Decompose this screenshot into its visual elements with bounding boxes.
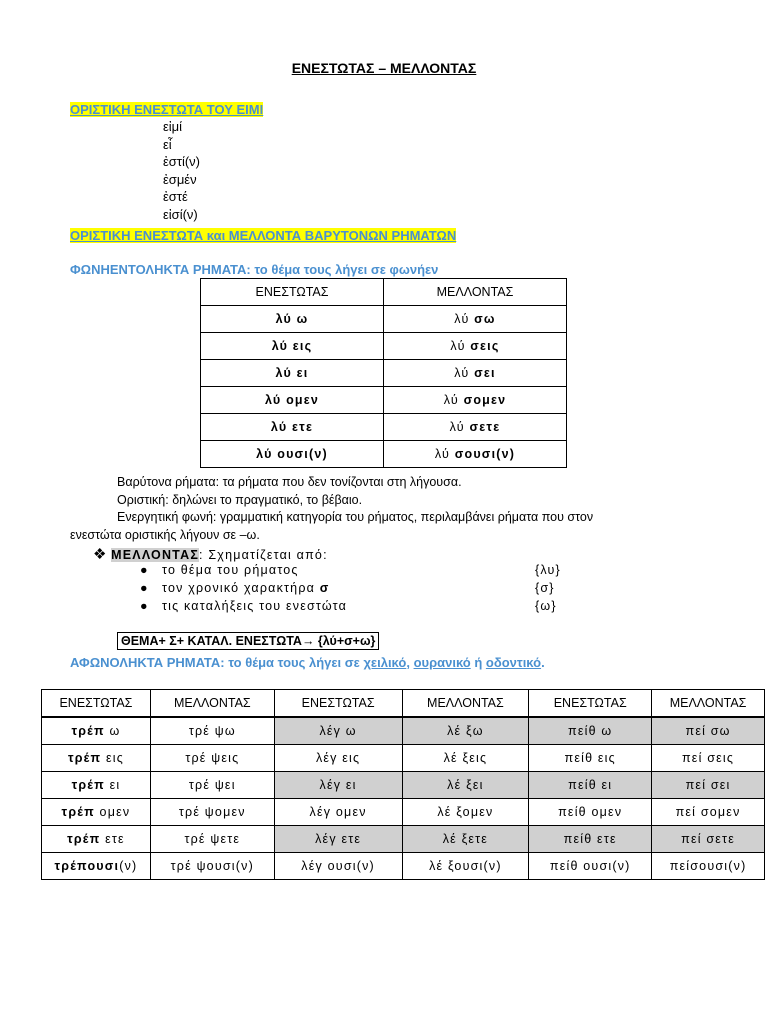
future-ending: σομεν [463,393,507,407]
lego-future-cell: λέ ξομεν [402,799,529,826]
separator: , [406,655,414,670]
definitions-notes [70,474,757,544]
trepo-present-cell [42,745,151,772]
peitho-present-cell: πείθ ει [529,772,652,799]
present-cell: λύ ομεν [201,387,384,414]
bullet-icon: ● [140,599,149,613]
eimi-form: εἰσί(ν) [163,206,198,222]
trepo-future-cell: τρέ ψει [150,772,274,799]
present-cell: λύ ουσι(ν) [201,441,384,468]
velar-term: ουρανικό [413,655,471,670]
table-row [42,717,765,745]
present-cell: λύ ω [201,306,384,333]
column-header-future: ΜΕΛΛΟΝΤΑΣ [384,279,567,306]
lego-present-cell: λέγ ετε [274,826,402,853]
barytone-heading-wrap [70,227,456,245]
table-row [42,853,765,880]
future-formation-text: : Σχηματίζεται από: [199,548,328,562]
lego-present-cell: λέγ ω [274,717,402,745]
future-stem: λύ [450,339,471,353]
eimi-heading: ΟΡΙΣΤΙΚΗ ΕΝΕΣΤΩΤΑ ΤΟΥ ΕΙΜΙ [70,102,264,117]
stem: τρέπ [67,832,101,846]
future-ending: σει [474,366,496,380]
diamond-bullet-icon: ❖ [93,546,107,563]
lego-future-cell: λέ ξουσι(ν) [402,853,529,880]
future-ending: σεις [470,339,500,353]
column-header: ΜΕΛΛΟΝΤΑΣ [402,690,529,718]
trepo-present-cell [42,826,151,853]
future-stem: λύ [443,393,464,407]
table-row [42,826,765,853]
trepo-future-cell: τρέ ψω [150,717,274,745]
table-row [42,772,765,799]
trepo-present-cell [42,717,151,745]
peitho-present-cell: πείθ εις [529,745,652,772]
future-stem: λύ [434,447,455,461]
ending: (ν) [119,859,138,873]
list-item-bold: σ [319,581,330,595]
future-cell [384,387,567,414]
peitho-future-cell: πεί σετε [652,826,765,853]
peitho-future-cell: πεί σει [652,772,765,799]
peitho-present-cell: πείθ ετε [529,826,652,853]
lego-future-cell: λέ ξει [402,772,529,799]
lego-present-cell: λέγ ει [274,772,402,799]
present-cell: λύ ετε [201,414,384,441]
period: . [541,655,545,670]
future-cell [384,441,567,468]
vowel-verbs-heading: ΦΩΝΗΕΝΤΟΛΗΚΤΑ ΡΗΜΑΤΑ: το θέμα τους λήγει σε φωνήεν [70,262,439,277]
list-item-text: το θέμα του ρήματος [162,563,299,577]
peitho-present-cell: πείθ ω [529,717,652,745]
eimi-form: εἰμί [163,119,183,134]
list-item-value: {σ} [535,581,555,595]
future-stem: λύ [454,312,475,326]
future-cell [384,414,567,441]
note-active-voice-continued: ενεστώτα οριστικής λήγουν σε –ω. [70,527,260,542]
vowel-verbs-table [200,278,567,468]
lego-future-cell: λέ ξετε [402,826,529,853]
future-cell [384,360,567,387]
lego-future-cell: λέ ξεις [402,745,529,772]
list-item-value: {ω} [535,599,557,613]
note-barytone: Βαρύτονα ρήματα: τα ρήματα που δεν τονίζονται στη λήγουσα. [117,475,462,489]
bullet-icon: ● [140,581,149,595]
future-cell [384,306,567,333]
ending: ομεν [94,805,131,819]
column-header: ΕΝΕΣΤΩΤΑΣ [529,690,652,718]
separator: ή [470,655,486,670]
trepo-future-cell: τρέ ψεις [150,745,274,772]
consonant-verbs-heading [70,655,545,670]
stem: τρέπ [67,751,102,765]
consonant-verbs-table [41,689,765,880]
future-ending: σουσι(ν) [454,447,516,461]
trepo-future-cell: τρέ ψετε [150,826,274,853]
present-cell: λύ ει [201,360,384,387]
future-label: ΜΕΛΛΟΝΤΑΣ [111,548,200,562]
ending: ει [104,778,121,792]
list-item-text: τις καταλήξεις του ενεστώτα [162,599,348,613]
column-header-present: ΕΝΕΣΤΩΤΑΣ [201,279,384,306]
present-cell: λύ εις [201,333,384,360]
table-row [201,441,567,468]
stem: τρέπουσι [54,859,120,873]
list-item-text-part: τον χρονικό χαρακτήρα [162,581,320,595]
lego-present-cell: λέγ εις [274,745,402,772]
column-header: ΜΕΛΛΟΝΤΑΣ [150,690,274,718]
peitho-present-cell: πείθ ουσι(ν) [529,853,652,880]
list-item [140,599,700,617]
future-stem: λύ [454,366,475,380]
stem: τρέπ [71,778,105,792]
consonant-heading-prefix: ΑΦΩΝΟΛΗΚΤΑ ΡΗΜΑΤΑ: το θέμα τους λήγει σε [70,655,364,670]
table-header-row [42,690,765,718]
list-item [140,563,700,581]
table-row [42,745,765,772]
lego-present-cell: λέγ ουσι(ν) [274,853,402,880]
future-cell [384,333,567,360]
table-row [201,387,567,414]
peitho-future-cell: πείσουσι(ν) [652,853,765,880]
column-header: ΕΝΕΣΤΩΤΑΣ [42,690,151,718]
eimi-forms-list [163,118,200,224]
eimi-heading-wrap [70,101,263,119]
bullet-icon: ● [140,563,149,577]
table-row [42,799,765,826]
column-header: ΕΝΕΣΤΩΤΑΣ [274,690,402,718]
labial-term: χειλικό [363,655,407,670]
table-header-row [201,279,567,306]
table-row [201,306,567,333]
peitho-future-cell: πεί σεις [652,745,765,772]
future-ending: σω [474,312,496,326]
lego-future-cell: λέ ξω [402,717,529,745]
page-title: ΕΝΕΣΤΩΤΑΣ – ΜΕΛΛΟΝΤΑΣ [291,60,477,76]
eimi-form: ἐστί(ν) [163,154,201,170]
ending: ω [104,724,121,738]
eimi-form: εἶ [163,136,172,152]
eimi-form: ἐστέ [163,189,188,205]
peitho-future-cell: πεί σω [652,717,765,745]
peitho-present-cell: πείθ ομεν [529,799,652,826]
peitho-future-cell: πεί σομεν [652,799,765,826]
column-header: ΜΕΛΛΟΝΤΑΣ [652,690,765,718]
trepo-present-cell [42,772,151,799]
table-row [201,414,567,441]
future-stem: λύ [449,420,470,434]
barytone-heading: ΟΡΙΣΤΙΚΗ ΕΝΕΣΤΩΤΑ και ΜΕΛΛΟΝΤΑ ΒΑΡΥΤΟΝΩΝ ΡΗΜΑΤΩΝ [70,228,457,243]
trepo-present-cell [42,853,151,880]
future-formula-box: ΘΕΜΑ+ Σ+ ΚΑΤΑΛ. ΕΝΕΣΤΩΤΑ→ {λύ+σ+ω} [117,632,379,650]
trepo-present-cell [42,799,151,826]
trepo-future-cell: τρέ ψουσι(ν) [150,853,274,880]
stem: τρέπ [61,805,95,819]
table-row [201,333,567,360]
list-item [140,581,700,599]
trepo-future-cell: τρέ ψομεν [150,799,274,826]
eimi-form: ἐσμέν [163,171,197,187]
lego-present-cell: λέγ ομεν [274,799,402,826]
stem: τρέπ [71,724,105,738]
future-ending: σετε [469,420,501,434]
ending: ετε [100,832,125,846]
dental-term: οδοντικό [485,655,542,670]
ending: εις [101,751,124,765]
future-formation-line [93,545,328,563]
note-active-voice: Ενεργητική φωνή: γραμματική κατηγορία του ρήματος, περιλαμβάνει ρήματα που στον [117,510,594,524]
table-row [201,360,567,387]
note-indicative: Οριστική: δηλώνει το πραγματικό, το βέβαιο. [117,492,363,507]
list-item-value: {λυ} [535,563,561,577]
list-item-text [162,581,330,595]
